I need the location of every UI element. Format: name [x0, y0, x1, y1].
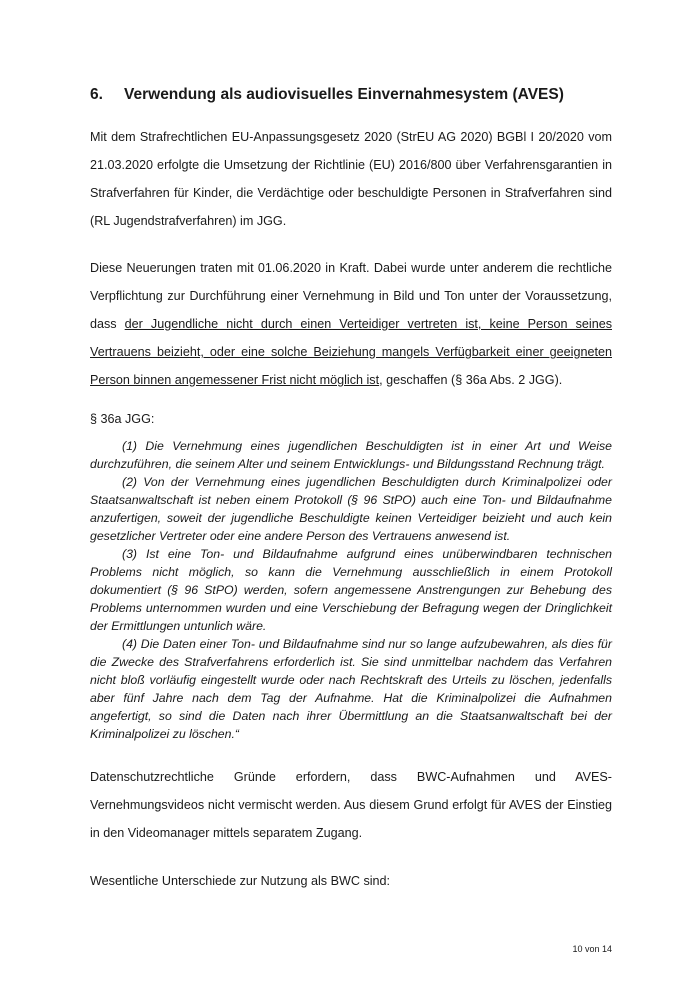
page-number: 10 von 14 [572, 944, 612, 954]
paragraph-changes [90, 254, 612, 394]
quote-paragraph-2: (2) Von der Vernehmung eines jugendlichen Beschuldigten durch Kriminalpolizei oder Staatsanwaltschaft ist neben einem Protokoll (§ 96 StPO) auch eine Ton- und Bildaufnahme anzufertigen, soweit der jugendliche Beschuldigte keinen Verteidiger beizieht und auch kein gesetzlicher Vertreter oder eine andere Person des Vertrauens anwesend ist. [90, 475, 612, 543]
paragraph-intro: Mit dem Strafrechtlichen EU-Anpassungsgesetz 2020 (StrEU AG 2020) BGBl I 20/2020 vom 21.03.2020 erfolgte die Umsetzung der Richtlinie (EU) 2016/800 über Verfahrensgarantien in Strafverfahren für Kinder, die Verdächtige oder beschuldigte Personen in Strafverfahren sind (RL Jugendstrafverfahren) im JGG. [90, 130, 612, 228]
section-title: Verwendung als audiovisuelles Einvernahmesystem (AVES) [124, 86, 564, 103]
quote-paragraph-1: (1) Die Vernehmung eines jugendlichen Beschuldigten ist in einer Art und Weise durchzuführen, die seinem Alter und seinem Entwicklungs- und Bildungsstand Rechnung trägt. [90, 439, 612, 471]
legal-quote [90, 437, 612, 743]
section-label-36a-jgg: § 36a JGG: [90, 412, 155, 426]
quote-paragraph-4: (4) Die Daten einer Ton- und Bildaufnahme sind nur so lange aufzubewahren, als dies für die Zwecke des Strafverfahrens erforderlich ist. Sie sind unmittelbar nachdem das Verfahren nicht bloß vorläufig eingestellt wurde oder nach Rechtskraft des Urteils zu löschen, jedenfalls aber fünf Jahre nach dem Tag der Aufnahme. Hat die Kriminalpolizei die Aufnahmen angefertigt, so sind die Daten nach ihrer Übermittlung an die Staatsanwaltschaft bei der Kriminalpolizei zu löschen.“ [90, 637, 612, 741]
section-heading [90, 86, 612, 104]
section-number: 6. [90, 86, 103, 103]
paragraph-changes-text-before: Diese Neuerungen traten mit 01.06.2020 in Kraft. Dabei wurde unter anderem die rechtliche Verpflichtung zur Durchführung einer Vernehmung in Bild und Ton unter der Voraussetzung, dass [90, 261, 612, 331]
paragraph-differences: Wesentliche Unterschiede zur Nutzung als BWC sind: [90, 874, 391, 888]
quote-paragraph-3: (3) Ist eine Ton- und Bildaufnahme aufgrund eines unüberwindbaren technischen Problems nicht möglich, so kann die Vernehmung ausschließlich in einem Protokoll dokumentiert (§ 96 StPO) werden, sofern angemessene Anstrengungen zur Behebung des Problems unternommen wurden und eine Verschiebung der Befragung wegen der Dringlichkeit der Ermittlungen untunlich wäre. [90, 547, 612, 633]
paragraph-changes-text-after: , geschaffen (§ 36a Abs. 2 JGG). [379, 373, 563, 387]
paragraph-data-protection: Datenschutzrechtliche Gründe erfordern, dass BWC-Aufnahmen und AVES-Vernehmungsvideos nicht vermischt werden. Aus diesem Grund erfolgt für AVES der Einstieg in den Videomanager mittels separatem Zugang. [90, 770, 612, 840]
paragraph-changes-underlined: der Jugendliche nicht durch einen Verteidiger vertreten ist, keine Person seines Vertrauens beizieht, oder eine solche Beiziehung mangels Verfügbarkeit einer geeigneten Person binnen angemessener Frist nicht möglich ist [90, 317, 612, 387]
